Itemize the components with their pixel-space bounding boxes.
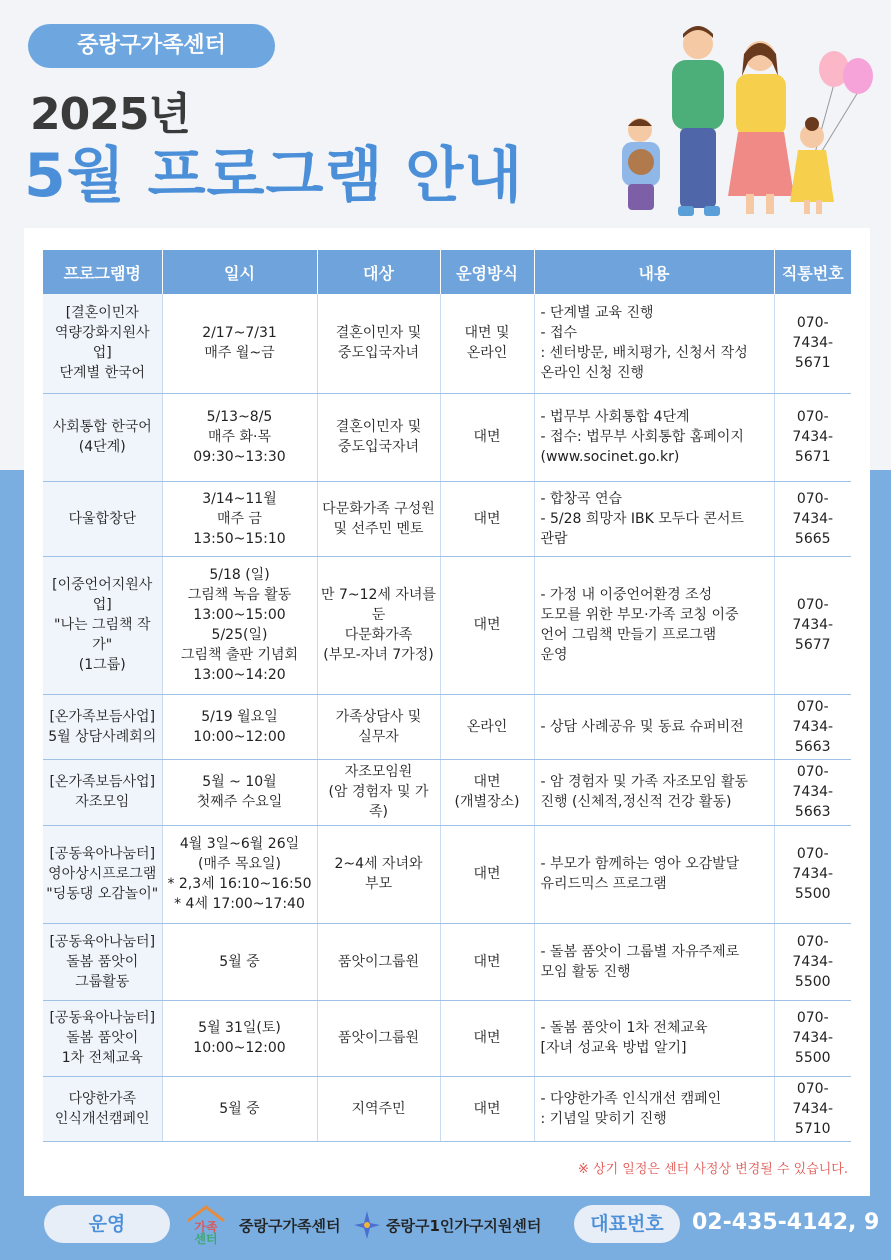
- schedule: 5월 중: [162, 923, 317, 1000]
- mode: 대면: [440, 481, 534, 556]
- program-name: 사회통합 한국어 (4단계): [43, 393, 162, 481]
- mode: 대면: [440, 393, 534, 481]
- phone: 070- 7434- 5500: [774, 1000, 851, 1076]
- mode: 대면 (개별장소): [440, 759, 534, 825]
- program-name: [공동육아나눔터] 돌봄 품앗이 1차 전체교육: [43, 1000, 162, 1076]
- content: - 부모가 함께하는 영아 오감발달 유리드믹스 프로그램: [534, 825, 774, 923]
- column-header: 내용: [534, 250, 774, 294]
- phone: 070- 7434- 5500: [774, 923, 851, 1000]
- table-row: [43, 923, 851, 1000]
- target: 품앗이그룹원: [317, 1000, 440, 1076]
- program-name: 다울합창단: [43, 481, 162, 556]
- target: 품앗이그룹원: [317, 923, 440, 1000]
- program-name: [온가족보듬사업] 5월 상담사례회의: [43, 694, 162, 759]
- target: 가족상담사 및 실무자: [317, 694, 440, 759]
- column-header: 프로그램명: [43, 250, 162, 294]
- program-name: [공동육아나눔터] 돌봄 품앗이 그룹활동: [43, 923, 162, 1000]
- mode: 대면: [440, 825, 534, 923]
- table-row: [43, 1076, 851, 1141]
- target: 2~4세 자녀와 부모: [317, 825, 440, 923]
- phone: 070- 7434- 5710: [774, 1076, 851, 1141]
- content: - 다양한가족 인식개선 캠페인 : 기념일 맞히기 진행: [534, 1076, 774, 1141]
- phone: 070- 7434- 5677: [774, 556, 851, 694]
- schedule: 3/14~11월 매주 금 13:50~15:10: [162, 481, 317, 556]
- family-illustration: [600, 14, 880, 229]
- target: 다문화가족 구성원 및 선주민 멘토: [317, 481, 440, 556]
- table-row: [43, 393, 851, 481]
- schedule: 4월 3일~6월 26일 (매주 목요일) * 2,3세 16:10~16:50 * 4세 17:00~17:40: [162, 825, 317, 923]
- column-header: 일시: [162, 250, 317, 294]
- mode: 대면 및 온라인: [440, 294, 534, 393]
- rep-phone: 02-435-4142, 9: [692, 1210, 880, 1235]
- org-name-2: 중랑구1인가구지원센터: [386, 1217, 542, 1235]
- content: - 합창곡 연습 - 5/28 희망자 IBK 모두다 콘서트 관람: [534, 481, 774, 556]
- phone: 070- 7434- 5663: [774, 759, 851, 825]
- phone: 070- 7434- 5500: [774, 825, 851, 923]
- target: 자조모임원 (암 경험자 및 가족): [317, 759, 440, 825]
- phone: 070- 7434- 5663: [774, 694, 851, 759]
- phone: 070- 7434- 5665: [774, 481, 851, 556]
- mode: 대면: [440, 1076, 534, 1141]
- org-name-1: 중랑구가족센터: [239, 1217, 341, 1235]
- year-title: 2025년: [30, 89, 190, 140]
- single-household-logo: [352, 1209, 382, 1241]
- schedule: 2/17~7/31 매주 월~금: [162, 294, 317, 393]
- logo-text-bottom: 센터: [194, 1232, 218, 1245]
- logo-text-top: 가족: [194, 1220, 218, 1234]
- content: - 가정 내 이중언어환경 조성 도모를 위한 부모·가족 코칭 이중 언어 그림책 만들기 프로그램 운영: [534, 556, 774, 694]
- target: 결혼이민자 및 중도입국자녀: [317, 393, 440, 481]
- table-row: [43, 481, 851, 556]
- schedule: 5/13~8/5 매주 화·목 09:30~13:30: [162, 393, 317, 481]
- schedule-change-note: ※ 상기 일정은 센터 사정상 변경될 수 있습니다.: [578, 1162, 848, 1177]
- target: 만 7~12세 자녀를 둔 다문화가족 (부모-자녀 7가정): [317, 556, 440, 694]
- program-table: [43, 250, 851, 1142]
- table-row: [43, 1000, 851, 1076]
- program-name: [공동육아나눔터] 영아상시프로그램 "딩동댕 오감놀이": [43, 825, 162, 923]
- page-title: 5월 프로그램 안내: [24, 141, 524, 211]
- target: 결혼이민자 및 중도입국자녀: [317, 294, 440, 393]
- program-card: [24, 228, 870, 1196]
- content: - 단계별 교육 진행 - 접수 : 센터방문, 배치평가, 신청서 작성 온라인 신청 진행: [534, 294, 774, 393]
- program-name: [온가족보듬사업] 자조모임: [43, 759, 162, 825]
- mode: 대면: [440, 1000, 534, 1076]
- phone: 070- 7434- 5671: [774, 294, 851, 393]
- program-name: [이중언어지원사업] "나는 그림책 작가" (1그룹): [43, 556, 162, 694]
- content: - 돌봄 품앗이 그룹별 자유주제로 모임 활동 진행: [534, 923, 774, 1000]
- table-row: [43, 294, 851, 393]
- column-header: 운영방식: [440, 250, 534, 294]
- family-center-logo: [184, 1203, 228, 1245]
- org-badge: 중랑구가족센터: [28, 24, 275, 68]
- content: - 암 경험자 및 가족 자조모임 활동 진행 (신체적,정신적 건강 활동): [534, 759, 774, 825]
- program-name: 다양한가족 인식개선캠페인: [43, 1076, 162, 1141]
- column-header: 직통번호: [774, 250, 851, 294]
- content: - 상담 사례공유 및 동료 슈퍼비전: [534, 694, 774, 759]
- schedule: 5월 중: [162, 1076, 317, 1141]
- schedule: 5월 ~ 10월 첫째주 수요일: [162, 759, 317, 825]
- content: - 법무부 사회통합 4단계 - 접수: 법무부 사회통합 홈페이지 (www.socinet.go.kr): [534, 393, 774, 481]
- table-row: [43, 556, 851, 694]
- schedule: 5/18 (일) 그림책 녹음 활동 13:00~15:00 5/25(일) 그림책 출판 기념회 13:00~14:20: [162, 556, 317, 694]
- table-header-row: [43, 250, 851, 294]
- table-row: [43, 825, 851, 923]
- target: 지역주민: [317, 1076, 440, 1141]
- phone: 070- 7434- 5671: [774, 393, 851, 481]
- table-row: [43, 694, 851, 759]
- column-header: 대상: [317, 250, 440, 294]
- operate-label: 운영: [44, 1205, 170, 1243]
- mode: 대면: [440, 923, 534, 1000]
- mode: 대면: [440, 556, 534, 694]
- rep-number-label: 대표번호: [574, 1205, 680, 1243]
- mode: 온라인: [440, 694, 534, 759]
- table-row: [43, 759, 851, 825]
- schedule: 5월 31일(토) 10:00~12:00: [162, 1000, 317, 1076]
- program-name: [결혼이민자 역량강화지원사업] 단계별 한국어: [43, 294, 162, 393]
- schedule: 5/19 월요일 10:00~12:00: [162, 694, 317, 759]
- content: - 돌봄 품앗이 1차 전체교육 [자녀 성교육 방법 알기]: [534, 1000, 774, 1076]
- footer: [0, 1205, 891, 1245]
